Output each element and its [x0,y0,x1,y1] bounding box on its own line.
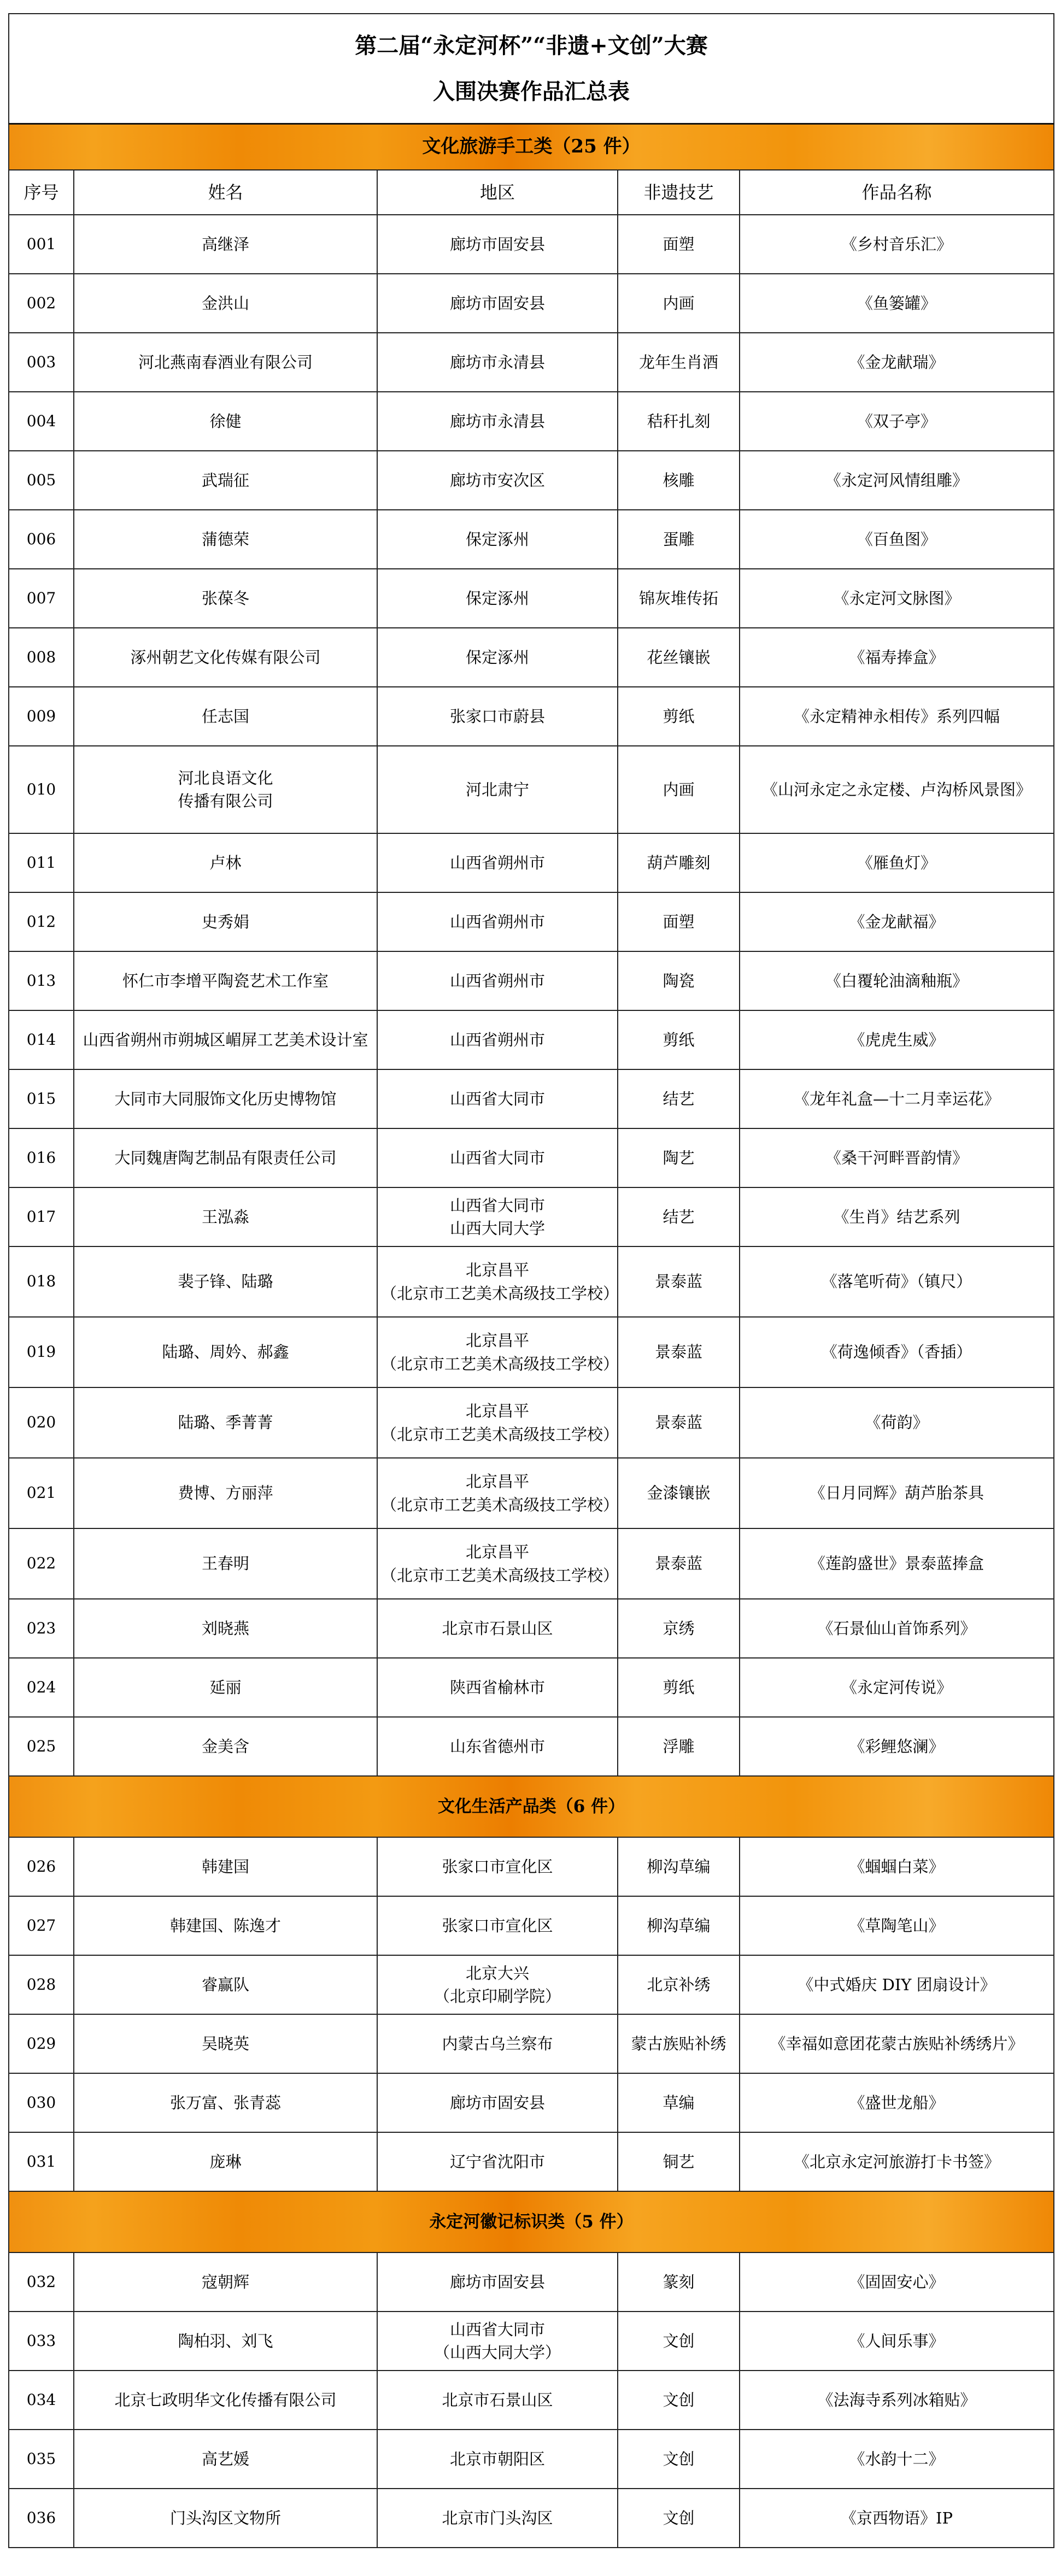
table-row [9,1896,1054,1955]
cell-serial-number: 026 [9,1837,74,1896]
cell-serial-number: 033 [9,2312,74,2371]
cell-region: 保定涿州 [377,510,618,569]
cell-heritage-skill: 锦灰堆传拓 [618,569,740,628]
column-header-serial-number: 序号 [9,170,74,215]
cell-heritage-skill: 柳沟草编 [618,1896,740,1955]
cell-heritage-skill: 内画 [618,274,740,333]
cell-serial-number: 031 [9,2132,74,2191]
cell-name: 寇朝辉 [74,2252,377,2312]
cell-region: 内蒙古乌兰察布 [377,2014,618,2073]
table-row [9,215,1054,274]
table-row [9,951,1054,1010]
cell-name: 张葆冬 [74,569,377,628]
cell-name: 高艺媛 [74,2430,377,2489]
table-row [9,1069,1054,1128]
cell-serial-number: 016 [9,1128,74,1187]
cell-name: 睿赢队 [74,1955,377,2014]
cell-region: 北京昌平 （北京市工艺美术高级技工学校） [377,1246,618,1317]
cell-heritage-skill: 京绣 [618,1599,740,1658]
cell-name: 涿州朝艺文化传媒有限公司 [74,628,377,687]
cell-work-title: 《永定河风情组雕》 [740,451,1054,510]
table-row [9,451,1054,510]
cell-heritage-skill: 蒙古族贴补绣 [618,2014,740,2073]
cell-work-title: 《京西物语》IP [740,2489,1054,2548]
cell-work-title: 《金龙献福》 [740,892,1054,951]
table-row [9,1599,1054,1658]
column-header-row [9,170,1054,215]
cell-serial-number: 024 [9,1658,74,1717]
cell-serial-number: 005 [9,451,74,510]
cell-name: 吴晓英 [74,2014,377,2073]
cell-name: 王春明 [74,1528,377,1599]
cell-work-title: 《人间乐事》 [740,2312,1054,2371]
column-header-region: 地区 [377,170,618,215]
table-row [9,2252,1054,2312]
table-row [9,274,1054,333]
cell-region: 河北肃宁 [377,746,618,833]
cell-serial-number: 006 [9,510,74,569]
cell-region: 北京市石景山区 [377,2371,618,2430]
table-row [9,2132,1054,2191]
cell-region: 山东省德州市 [377,1717,618,1776]
cell-heritage-skill: 核雕 [618,451,740,510]
cell-work-title: 《石景仙山首饰系列》 [740,1599,1054,1658]
cell-name: 蒲德荣 [74,510,377,569]
table-row [9,1955,1054,2014]
cell-serial-number: 012 [9,892,74,951]
category-header-row [9,1776,1054,1837]
cell-work-title: 《鱼篓罐》 [740,274,1054,333]
cell-region: 辽宁省沈阳市 [377,2132,618,2191]
cell-region: 山西省朔州市 [377,951,618,1010]
table-row [9,2371,1054,2430]
cell-region: 廊坊市固安县 [377,2073,618,2132]
cell-region: 北京昌平 （北京市工艺美术高级技工学校） [377,1387,618,1458]
cell-region: 张家口市宣化区 [377,1896,618,1955]
cell-work-title: 《乡村音乐汇》 [740,215,1054,274]
cell-serial-number: 003 [9,333,74,392]
cell-name: 卢林 [74,833,377,892]
cell-region: 山西省朔州市 [377,1010,618,1069]
cell-name: 韩建国 [74,1837,377,1896]
table-row [9,2073,1054,2132]
cell-serial-number: 027 [9,1896,74,1955]
cell-serial-number: 029 [9,2014,74,2073]
table-row [9,392,1054,451]
cell-region: 北京昌平 （北京市工艺美术高级技工学校） [377,1317,618,1387]
cell-work-title: 《福寿捧盒》 [740,628,1054,687]
cell-heritage-skill: 景泰蓝 [618,1387,740,1458]
cell-region: 廊坊市永清县 [377,333,618,392]
cell-region: 北京大兴 （北京印刷学院） [377,1955,618,2014]
cell-heritage-skill: 北京补绣 [618,1955,740,2014]
table-row [9,1246,1054,1317]
cell-serial-number: 035 [9,2430,74,2489]
cell-work-title: 《法海寺系列冰箱贴》 [740,2371,1054,2430]
category-title: 文化旅游手工类（25 件） [9,124,1054,170]
cell-serial-number: 028 [9,1955,74,2014]
category-title: 永定河徽记标识类（5 件） [9,2191,1054,2252]
cell-region: 廊坊市固安县 [377,215,618,274]
cell-region: 山西省大同市 山西大同大学 [377,1187,618,1246]
cell-name: 山西省朔州市朔城区嵋屏工艺美术设计室 [74,1010,377,1069]
cell-region: 北京市石景山区 [377,1599,618,1658]
table-row [9,1717,1054,1776]
cell-work-title: 《水韵十二》 [740,2430,1054,2489]
cell-work-title: 《永定河文脉图》 [740,569,1054,628]
table-row [9,1187,1054,1246]
cell-work-title: 《草陶笔山》 [740,1896,1054,1955]
cell-heritage-skill: 蛋雕 [618,510,740,569]
cell-serial-number: 013 [9,951,74,1010]
cell-name: 张万富、张青蕊 [74,2073,377,2132]
cell-heritage-skill: 剪纸 [618,687,740,746]
column-header-work-title: 作品名称 [740,170,1054,215]
page-title [9,14,1054,124]
cell-region: 保定涿州 [377,569,618,628]
cell-heritage-skill: 文创 [618,2489,740,2548]
table-row [9,2489,1054,2548]
cell-work-title: 《幸福如意团花蒙古族贴补绣绣片》 [740,2014,1054,2073]
cell-name: 庞琳 [74,2132,377,2191]
cell-work-title: 《龙年礼盒—十二月幸运花》 [740,1069,1054,1128]
cell-work-title: 《中式婚庆 DIY 团扇设计》 [740,1955,1054,2014]
cell-region: 北京市朝阳区 [377,2430,618,2489]
cell-work-title: 《百鱼图》 [740,510,1054,569]
cell-heritage-skill: 柳沟草编 [618,1837,740,1896]
cell-heritage-skill: 秸秆扎刻 [618,392,740,451]
cell-name: 高继泽 [74,215,377,274]
cell-region: 陕西省榆林市 [377,1658,618,1717]
cell-heritage-skill: 文创 [618,2312,740,2371]
cell-name: 延丽 [74,1658,377,1717]
cell-region: 山西省大同市 [377,1128,618,1187]
cell-heritage-skill: 陶艺 [618,1128,740,1187]
cell-work-title: 《虎虎生威》 [740,1010,1054,1069]
cell-name: 武瑞征 [74,451,377,510]
category-header-row [9,124,1054,170]
cell-heritage-skill: 结艺 [618,1069,740,1128]
title-row [9,14,1054,124]
table-row [9,1010,1054,1069]
cell-name: 裴子锋、陆璐 [74,1246,377,1317]
cell-work-title: 《荷韵》 [740,1387,1054,1458]
cell-heritage-skill: 景泰蓝 [618,1317,740,1387]
cell-serial-number: 020 [9,1387,74,1458]
table-row [9,2312,1054,2371]
cell-name: 河北燕南春酒业有限公司 [74,333,377,392]
cell-serial-number: 036 [9,2489,74,2548]
cell-name: 陆璐、周妗、郝鑫 [74,1317,377,1387]
cell-name: 费博、方丽萍 [74,1458,377,1528]
cell-serial-number: 023 [9,1599,74,1658]
cell-work-title: 《永定精神永相传》系列四幅 [740,687,1054,746]
cell-name: 河北良语文化 传播有限公司 [74,746,377,833]
table-row [9,1128,1054,1187]
cell-work-title: 《山河永定之永定楼、卢沟桥风景图》 [740,746,1054,833]
cell-name: 金洪山 [74,274,377,333]
cell-region: 北京昌平 （北京市工艺美术高级技工学校） [377,1458,618,1528]
cell-heritage-skill: 篆刻 [618,2252,740,2312]
cell-heritage-skill: 金漆镶嵌 [618,1458,740,1528]
cell-heritage-skill: 陶瓷 [618,951,740,1010]
cell-region: 廊坊市固安县 [377,274,618,333]
cell-serial-number: 019 [9,1317,74,1387]
cell-work-title: 《永定河传说》 [740,1658,1054,1717]
column-header-heritage-skill: 非遗技艺 [618,170,740,215]
cell-serial-number: 032 [9,2252,74,2312]
table-row [9,1317,1054,1387]
cell-heritage-skill: 浮雕 [618,1717,740,1776]
table-row [9,1658,1054,1717]
cell-name: 北京七政明华文化传播有限公司 [74,2371,377,2430]
cell-region: 张家口市蔚县 [377,687,618,746]
category-header-row [9,2191,1054,2252]
cell-work-title: 《落笔听荷》（镇尺） [740,1246,1054,1317]
cell-work-title: 《蝈蝈白菜》 [740,1837,1054,1896]
cell-region: 廊坊市永清县 [377,392,618,451]
table-row [9,628,1054,687]
cell-name: 徐健 [74,392,377,451]
table-row [9,833,1054,892]
cell-work-title: 《双子亭》 [740,392,1054,451]
cell-serial-number: 022 [9,1528,74,1599]
cell-region: 廊坊市固安县 [377,2252,618,2312]
cell-heritage-skill: 剪纸 [618,1010,740,1069]
cell-work-title: 《固固安心》 [740,2252,1054,2312]
cell-work-title: 《金龙献瑞》 [740,333,1054,392]
cell-work-title: 《莲韵盛世》景泰蓝捧盒 [740,1528,1054,1599]
cell-region: 北京市门头沟区 [377,2489,618,2548]
cell-name: 韩建国、陈逸才 [74,1896,377,1955]
cell-serial-number: 015 [9,1069,74,1128]
title-line-1: 第二届“永定河杯”“非遗+文创”大赛 [355,32,708,58]
table-row [9,510,1054,569]
cell-work-title: 《白覆轮油滴釉瓶》 [740,951,1054,1010]
cell-work-title: 《彩鲤悠澜》 [740,1717,1054,1776]
cell-serial-number: 014 [9,1010,74,1069]
cell-work-title: 《盛世龙船》 [740,2073,1054,2132]
cell-heritage-skill: 文创 [618,2371,740,2430]
column-header-name: 姓名 [74,170,377,215]
cell-region: 山西省大同市 （山西大同大学） [377,2312,618,2371]
cell-serial-number: 011 [9,833,74,892]
cell-serial-number: 010 [9,746,74,833]
table-row [9,569,1054,628]
cell-serial-number: 034 [9,2371,74,2430]
cell-work-title: 《生肖》结艺系列 [740,1187,1054,1246]
table-row [9,2014,1054,2073]
table-row [9,1528,1054,1599]
table-row [9,687,1054,746]
cell-region: 廊坊市安次区 [377,451,618,510]
cell-name: 金美含 [74,1717,377,1776]
finalist-summary-sheet [8,13,1053,2548]
cell-name: 任志国 [74,687,377,746]
table-row [9,1458,1054,1528]
cell-heritage-skill: 结艺 [618,1187,740,1246]
cell-name: 门头沟区文物所 [74,2489,377,2548]
cell-name: 大同市大同服饰文化历史博物馆 [74,1069,377,1128]
cell-name: 王泓淼 [74,1187,377,1246]
cell-region: 保定涿州 [377,628,618,687]
table-row [9,333,1054,392]
cell-region: 山西省朔州市 [377,833,618,892]
cell-serial-number: 021 [9,1458,74,1528]
cell-name: 陆璐、季菁菁 [74,1387,377,1458]
table-row [9,892,1054,951]
cell-heritage-skill: 面塑 [618,215,740,274]
category-title: 文化生活产品类（6 件） [9,1776,1054,1837]
cell-heritage-skill: 葫芦雕刻 [618,833,740,892]
cell-serial-number: 004 [9,392,74,451]
cell-heritage-skill: 花丝镶嵌 [618,628,740,687]
cell-heritage-skill: 草编 [618,2073,740,2132]
cell-heritage-skill: 文创 [618,2430,740,2489]
cell-work-title: 《北京永定河旅游打卡书签》 [740,2132,1054,2191]
table-row [9,2430,1054,2489]
cell-heritage-skill: 景泰蓝 [618,1246,740,1317]
cell-serial-number: 025 [9,1717,74,1776]
cell-serial-number: 009 [9,687,74,746]
cell-heritage-skill: 内画 [618,746,740,833]
cell-work-title: 《荷逸倾香》（香插） [740,1317,1054,1387]
table-row [9,1387,1054,1458]
table-row [9,1837,1054,1896]
cell-region: 北京昌平 （北京市工艺美术高级技工学校） [377,1528,618,1599]
cell-serial-number: 018 [9,1246,74,1317]
cell-name: 怀仁市李增平陶瓷艺术工作室 [74,951,377,1010]
cell-region: 山西省大同市 [377,1069,618,1128]
cell-heritage-skill: 铜艺 [618,2132,740,2191]
cell-work-title: 《日月同辉》葫芦胎茶具 [740,1458,1054,1528]
cell-serial-number: 030 [9,2073,74,2132]
cell-region: 山西省朔州市 [377,892,618,951]
title-line-2: 入围决赛作品汇总表 [433,78,630,104]
cell-region: 张家口市宣化区 [377,1837,618,1896]
cell-heritage-skill: 剪纸 [618,1658,740,1717]
cell-heritage-skill: 面塑 [618,892,740,951]
cell-heritage-skill: 龙年生肖酒 [618,333,740,392]
finalist-table [8,13,1054,2548]
table-row [9,746,1054,833]
cell-work-title: 《桑干河畔晋韵情》 [740,1128,1054,1187]
cell-serial-number: 002 [9,274,74,333]
cell-heritage-skill: 景泰蓝 [618,1528,740,1599]
cell-name: 陶柏羽、刘飞 [74,2312,377,2371]
cell-name: 史秀娟 [74,892,377,951]
cell-serial-number: 017 [9,1187,74,1246]
cell-name: 大同魏唐陶艺制品有限责任公司 [74,1128,377,1187]
cell-name: 刘晓燕 [74,1599,377,1658]
cell-work-title: 《雁鱼灯》 [740,833,1054,892]
cell-serial-number: 001 [9,215,74,274]
cell-serial-number: 008 [9,628,74,687]
cell-serial-number: 007 [9,569,74,628]
